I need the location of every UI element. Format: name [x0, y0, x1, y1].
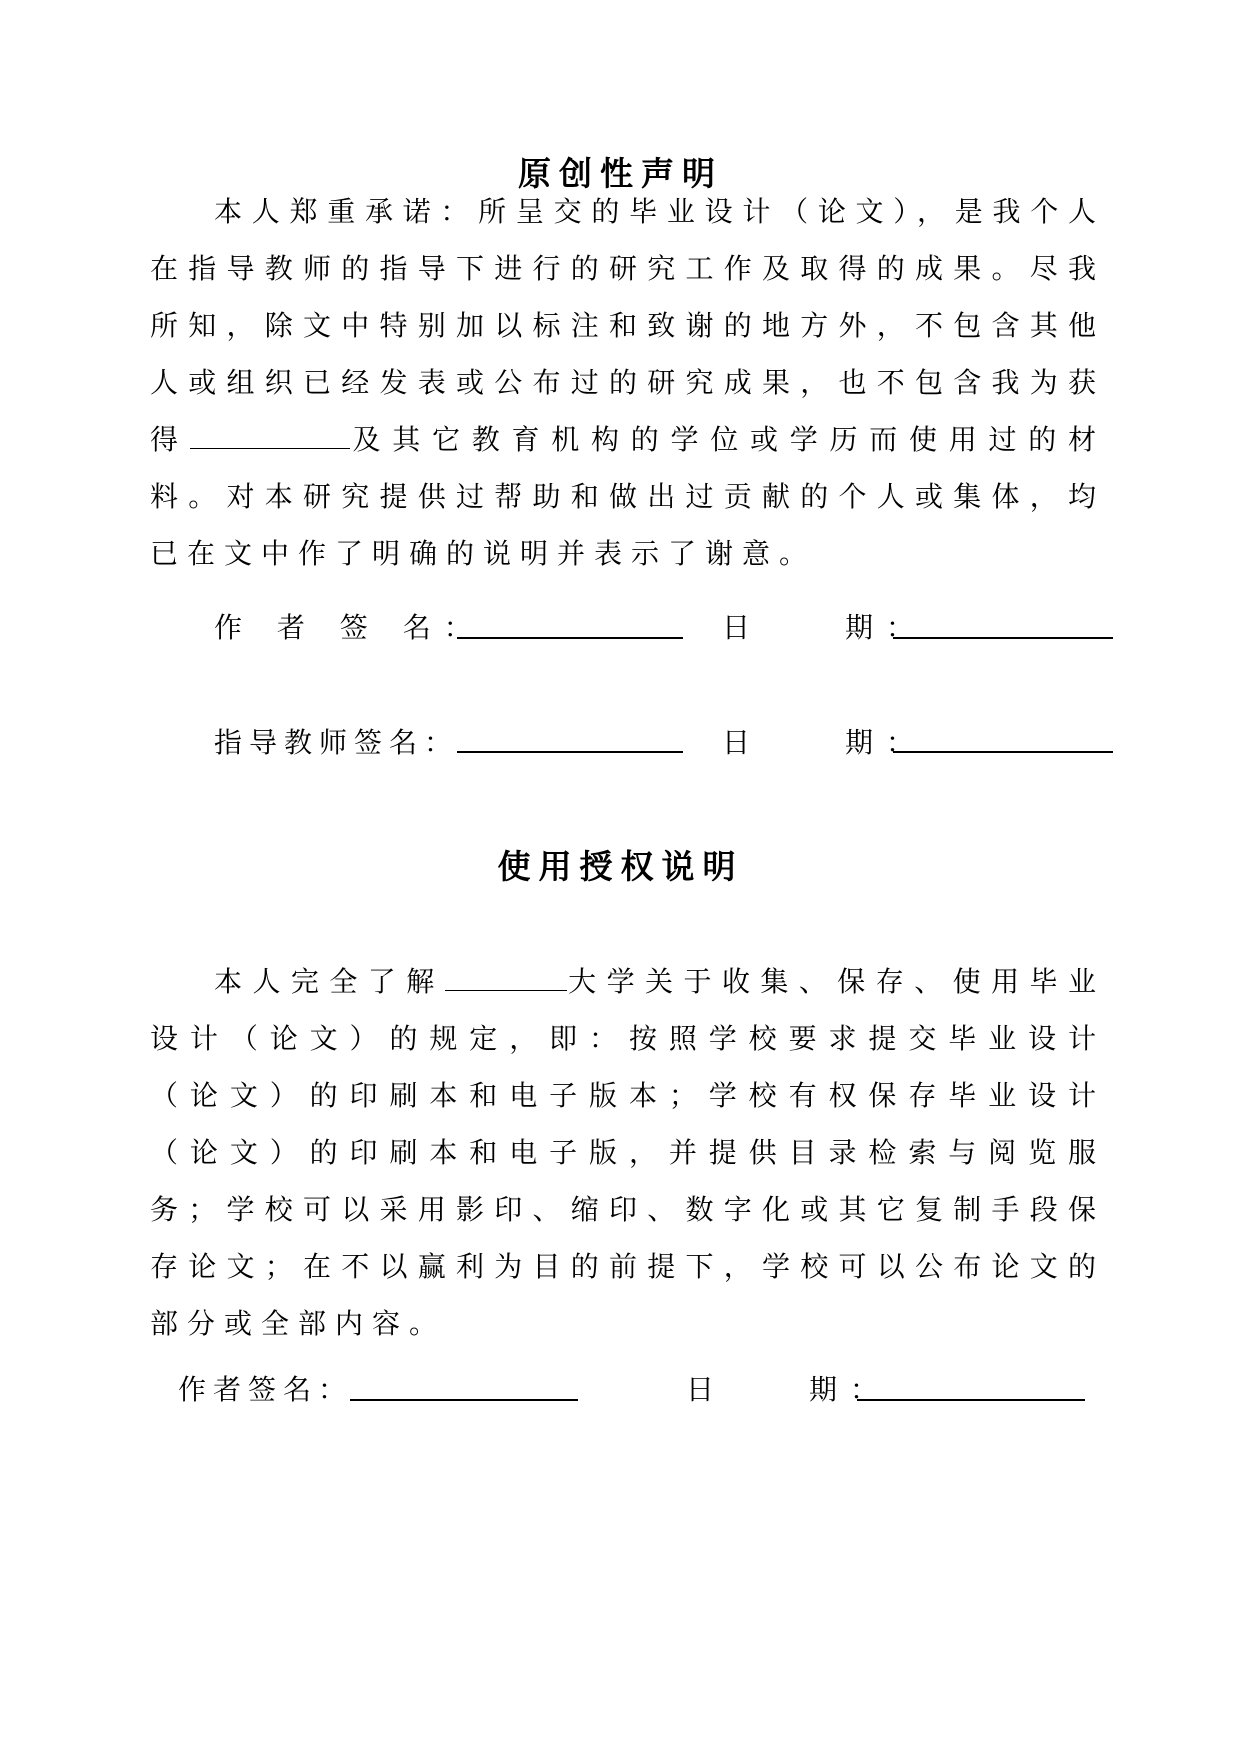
author-signature-line[interactable] [457, 637, 683, 639]
originality-text-part1: 本人郑重承诺：所呈交的毕业设计（论文），是我个人在指导教师的指导下进行的研究工作及取得的成果。尽我所知，除文中特别加以标注和致谢的地方外，不包含其他人或组织已经发表或公布过的研究成果，也不包含我为获得 [150, 195, 1105, 456]
authorization-text-part2: 大学关于收集、保存、使用毕业设计（论文）的规定，即：按照学校要求提交毕业设计（论文）的印刷本和电子版本；学校有权保存毕业设计（论文）的印刷本和电子版，并提供目录检索与阅览服务；学校可以采用影印、缩印、数字化或其它复制手段保存论文；在不以赢利为目的前提下，学校可以公布论文的部分或全部内容。 [150, 965, 1105, 1340]
advisor-signature-label: 指导教师签名： [214, 726, 460, 759]
authorization-text-part1: 本人完全了解 [214, 965, 445, 998]
authorization-title: 使用授权说明 [497, 847, 744, 886]
advisor-signature-line[interactable] [457, 751, 683, 753]
degree-name-blank[interactable] [190, 447, 350, 449]
originality-text-part2: 及其它教育机构的学位或学历而使用过的材料。对本研究提供过帮助和做出过贡献的个人或集体，均已在文中作了明确的说明并表示了谢意。 [150, 423, 1105, 570]
author-date-label: 日 期： [722, 611, 928, 644]
auth-author-signature-line[interactable] [350, 1399, 578, 1401]
auth-date-label: 日 期： [686, 1373, 892, 1406]
advisor-date-label: 日 期： [722, 726, 928, 759]
author-signature-label: 作 者 签 名： [214, 611, 485, 644]
author-date-line[interactable] [893, 637, 1113, 639]
originality-title: 原创性声明 [518, 154, 723, 193]
originality-paragraph [150, 183, 1105, 582]
advisor-date-line[interactable] [893, 751, 1113, 753]
auth-author-signature-label: 作者签名： [178, 1373, 354, 1406]
auth-date-line[interactable] [857, 1399, 1085, 1401]
authorization-paragraph [150, 953, 1105, 1352]
university-name-blank[interactable] [445, 989, 567, 991]
